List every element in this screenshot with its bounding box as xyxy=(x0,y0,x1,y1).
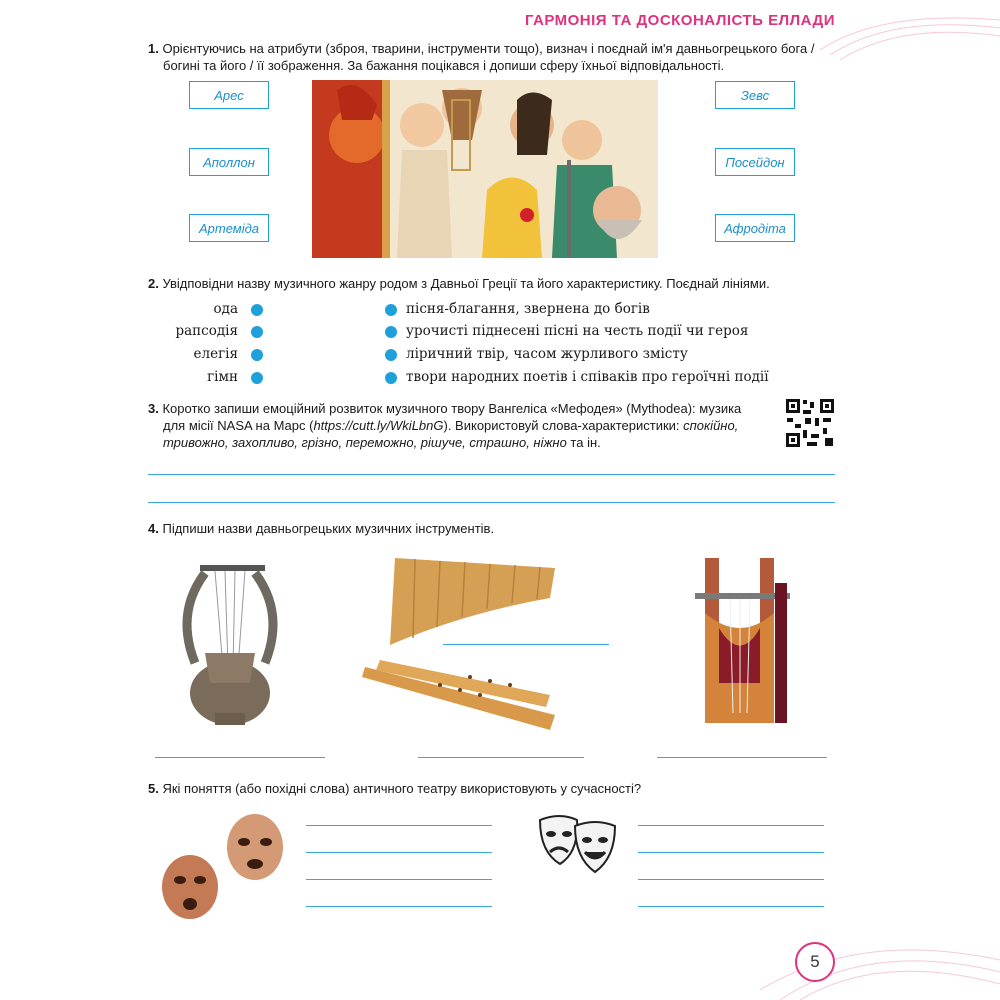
answer-line-3b[interactable] xyxy=(148,502,835,503)
genre-oda: ода xyxy=(213,301,238,317)
answer-line-4d[interactable] xyxy=(657,757,827,758)
right-dot-4[interactable] xyxy=(385,372,397,384)
answer-line-5a[interactable] xyxy=(306,825,492,826)
section-title: ГАРМОНІЯ ТА ДОСКОНАЛІСТЬ ЕЛЛАДИ xyxy=(524,12,835,29)
left-dot-3[interactable] xyxy=(251,349,263,361)
task-2-text: 2. Увідповідни назву музичного жанру родом з Давньої Греції та його характеристику. Поєднай лініями. xyxy=(148,276,770,291)
god-box-artemis[interactable]: Артеміда xyxy=(189,214,269,242)
god-box-zeus[interactable]: Зевс xyxy=(715,81,795,109)
answer-line-5c[interactable] xyxy=(306,879,492,880)
genre-rhapsody: рапсодія xyxy=(175,323,238,339)
mythodea-link[interactable]: https://cutt.ly/WkiLbnG xyxy=(313,418,444,433)
answer-line-5b[interactable] xyxy=(306,852,492,853)
god-box-aphrodite[interactable]: Афродіта xyxy=(715,214,795,242)
task-4-text: 4. Підпиши назви давньогрецьких музичних інструментів. xyxy=(148,521,495,536)
answer-line-5f[interactable] xyxy=(638,852,824,853)
lyre-image xyxy=(175,553,285,731)
genre-description-1: пісня-благання, звернена до богів xyxy=(406,301,650,317)
left-dot-1[interactable] xyxy=(251,304,263,316)
qr-code-icon[interactable] xyxy=(785,398,835,448)
god-box-poseidon[interactable]: Посейдон xyxy=(715,148,795,176)
genre-hymn: гімн xyxy=(207,369,238,385)
genre-description-4: твори народних поетів і співаків про героїчні події xyxy=(406,369,769,385)
answer-line-4a[interactable] xyxy=(155,757,325,758)
genre-description-2: урочисті піднесені пісні на честь події чи героя xyxy=(406,323,749,339)
right-dot-1[interactable] xyxy=(385,304,397,316)
theatre-masks-icon xyxy=(535,812,620,877)
genre-description-3: ліричний твір, часом журливого змісту xyxy=(406,346,688,362)
page-number: 5 xyxy=(795,942,835,982)
left-dot-4[interactable] xyxy=(251,372,263,384)
aulos-image xyxy=(360,655,560,740)
answer-line-3a[interactable] xyxy=(148,474,835,475)
answer-line-5g[interactable] xyxy=(638,879,824,880)
pan-flute-image xyxy=(385,553,560,648)
genre-elegy: елегія xyxy=(193,346,238,362)
answer-line-4b[interactable] xyxy=(443,644,609,645)
kithara-image xyxy=(695,553,795,731)
right-dot-3[interactable] xyxy=(385,349,397,361)
greek-gods-illustration xyxy=(312,80,658,258)
answer-line-5h[interactable] xyxy=(638,906,824,907)
god-box-ares[interactable]: Арес xyxy=(189,81,269,109)
god-box-apollo[interactable]: Аполлон xyxy=(189,148,269,176)
answer-line-4c[interactable] xyxy=(418,757,584,758)
task-5-text: 5. Які поняття (або похідні слова) античного театру використовують у сучасності? xyxy=(148,781,642,796)
left-dot-2[interactable] xyxy=(251,326,263,338)
ancient-masks-image xyxy=(160,812,285,922)
answer-line-5d[interactable] xyxy=(306,906,492,907)
right-dot-2[interactable] xyxy=(385,326,397,338)
answer-line-5e[interactable] xyxy=(638,825,824,826)
task-3-text: 3. Коротко запиши емоційний розвиток музичного твору Вангеліса «Мефодея» (Mythodea): музика для місії NASA на Марс (https://cutt.ly/WkiLbnG). Використовуй слова-характеристики: спокійно, тривожно, захопливо, грізно, переможно, рішуче, страшно, ніжно та ін. xyxy=(148,401,742,450)
task-1-text: 1. Орієнтуючись на атрибути (зброя, тварини, інструменти тощо), визнач і поєднай ім'я давньогрецького бога / богині та його / її зображення. За бажання поцікався і допиши сферу їхньої відповідальності. xyxy=(148,41,815,73)
